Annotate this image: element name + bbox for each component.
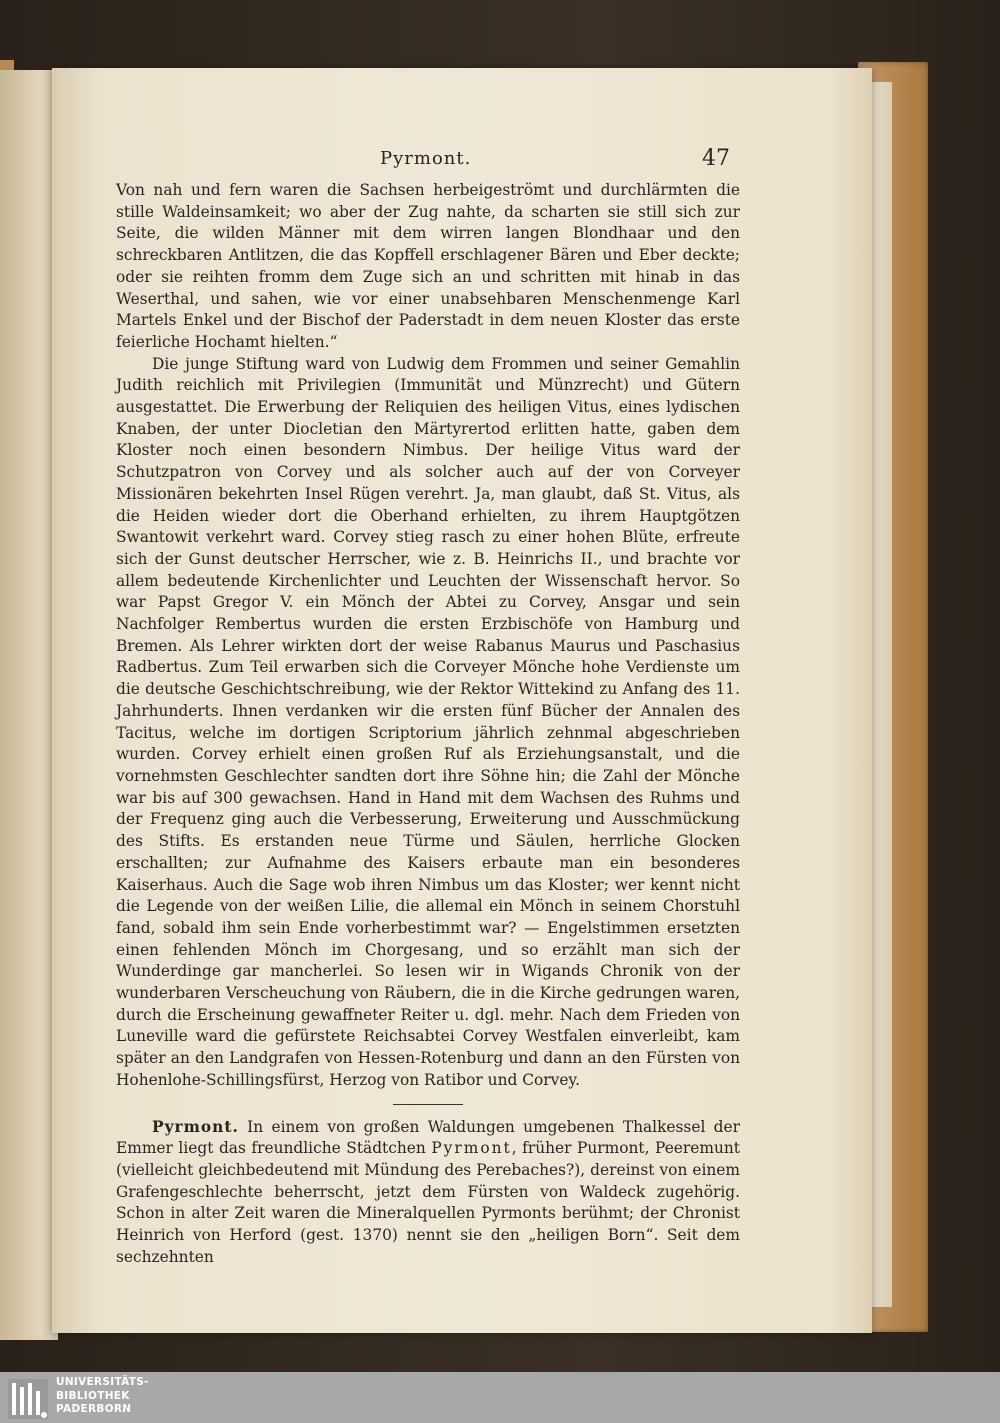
library-footer (0, 1372, 1000, 1423)
library-name (56, 1376, 149, 1417)
paragraph: Die junge Stiftung ward von Ludwig dem Frommen und seiner Gemahlin Judith reichlich mit Privilegien (Immunität und Münzrecht) und Gütern ausgestattet. Die Erwerbung der Reliquien des heiligen Vitus, eines lydischen Knaben, der unter Diocletian den Märtyrertod erlitten hatte, gaben dem Kloster noch einen besondern Nimbus. Der heilige Vitus ward der Schutzpatron von Corvey und als solcher auch auf der von Corveyer Missionären bekehrten Insel Rügen verehrt. Ja, man glaubt, daß St. Vitus, als die Heiden wieder dort die Oberhand erhielten, zu ihrem Hauptgötzen Swantowit verkehrt ward. Corvey stieg rasch zu einer hohen Blüte, erfreute sich der Gunst deutscher Herrscher, wie z. B. Heinrichs II., und brachte vor allem bedeutende Kirchenlichter und Leuchten der Wissenschaft hervor. So war Papst Gregor V. ein Mönch der Abtei zu Corvey, Ansgar und sein Nachfolger Rembertus wurden die ersten Erzbischöfe von Hamburg und Bremen. Als Lehrer wirkten dort der weise Rabanus Maurus und Paschasius Radbertus. Zum Teil erwarben sich die Corveyer Mönche hohe Verdienste um die deutsche Geschichtschreibung, wie der Rektor Wittekind zu Anfang des 11. Jahrhunderts. Ihnen verdanken wir die ersten fünf Bücher der Annalen des Tacitus, welche im dortigen Scriptorium jährlich zehnmal abgeschrieben wurden. Corvey erhielt einen großen Ruf als Erziehungsanstalt, und die vornehmsten Geschlechter sandten dort ihre Söhne hin; die Zahl der Mönche war bis auf 300 gewachsen. Hand in Hand mit dem Wachsen des Ruhms und der Frequenz ging auch die Verbesserung, Erweiterung und Ausschmückung des Stifts. Es erstanden neue Türme und Säulen, herrliche Glocken erschallten; zur Aufnahme des Kaisers erbaute man ein besonderes Kaiserhaus. Auch die Sage wob ihren Nimbus um das Kloster; wer kennt nicht die Legende von der weißen Lilie, die allemal ein Mönch in seinem Chorstuhl fand, sobald ihm sein Ende vorherbestimmt war? — Engelstimmen ersetzten einen fehlenden Mönch im Chorgesang, und so erzählt man sich der Wunderdinge gar mancherlei. So lesen wir in Wigands Chronik von der wunderbaren Verscheuchung von Räubern, die in die Kirche gedrungen waren, durch die Erscheinung gewaffneter Reiter u. dgl. mehr. Nach dem Frieden von Luneville ward die gefürstete Reichsabtei Corvey Westfalen einverleibt, kam später an den Landgrafen von Hessen-Rotenburg und dann an den Fürsten von Hohenlohe-Schillingsfürst, Herzog von Ratibor und Corvey. (116, 354, 740, 1089)
library-name-line: PADERBORN (56, 1403, 132, 1415)
section-text: In einem von großen Waldungen umgebenen Thalkessel der Emmer liegt das freundliche Städtchen (116, 1117, 740, 1158)
page-stack-edge (872, 82, 892, 1307)
library-name-line: BIBLIOTHEK (56, 1389, 130, 1402)
library-logo-icon (6, 1377, 50, 1421)
section-divider (393, 1104, 463, 1105)
section-text: , früher Purmont, Peeremunt (vielleicht gleichbedeutend mit Mündung des Perebaches?), dereinst von einem Grafengeschlechte beherrscht, jetzt dem Fürsten von Waldeck zugehörig. Schon in alter Zeit waren die Mineralquellen Pyrmonts berühmt; der Chronist Heinrich von Herford (gest. 1370) nennt sie den „heiligen Born“. Seit dem sechzehnten (116, 1139, 740, 1266)
page-number: 47 (702, 146, 730, 171)
library-name-line: UNIVERSITÄTS- (56, 1376, 149, 1388)
section-paragraph (116, 1117, 740, 1269)
paragraph: Von nah und fern waren die Sachsen herbeigeströmt und durchlärmten die stille Waldeinsamkeit; wo aber der Zug nahte, da scharten sie still sich zur Seite, die wilden Männer mit dem wirren langen Blondhaar und den schreckbaren Antlitzen, die das Kopffell erschlagener Bären und Eber deckte; oder sie reihten fromm dem Zuge sich an und schritten mit hinab in das Weserthal, und sahen, wie vor einer unabsehbaren Menschenmenge Karl Martels Enkel und der Bischof der Paderstadt in dem neuen Kloster das erste feierliche Hochamt hielten.“ (116, 181, 740, 351)
section-heading: Pyrmont. (152, 1117, 239, 1136)
page-header (110, 148, 730, 178)
running-title: Pyrmont. (380, 148, 472, 169)
spaced-word: Pyrmont (431, 1139, 512, 1158)
left-page-edge (0, 70, 58, 1340)
page-body (116, 180, 740, 1268)
